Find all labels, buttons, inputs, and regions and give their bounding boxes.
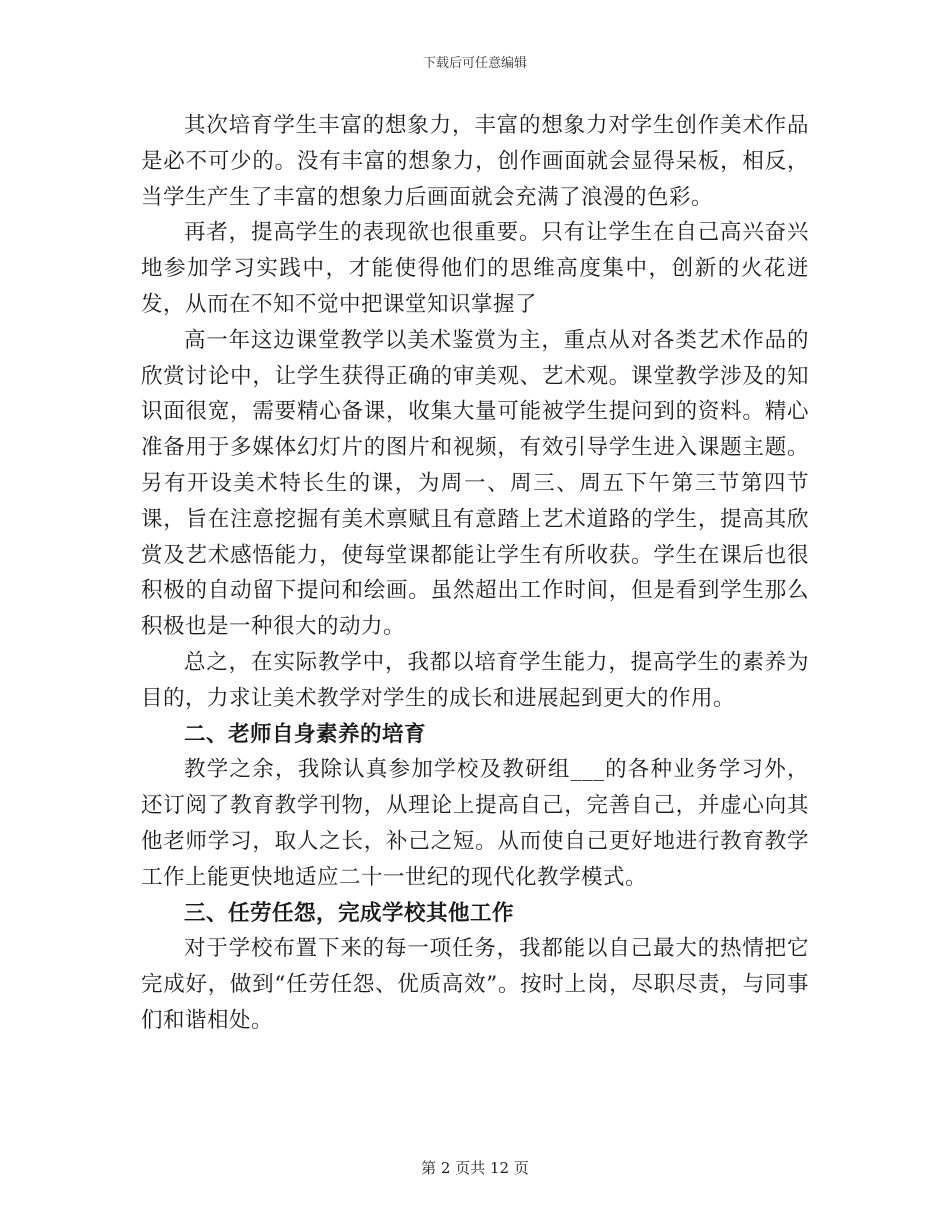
section-heading-teacher-quality: 二、老师自身素养的培育 [184,721,427,747]
paragraph-expression: 再者，提高学生的表现欲也很重要。只有让学生在自己高兴奋兴地参加学习实践中，才能使得他们的思维高度集中，创新的火花迸发，从而在不知不觉中把课堂知识掌握了 [141,220,809,317]
paragraph-self-study: 教学之余，我除认真参加学校及教研组___的各种业务学习外，还订阅了教育教学刊物，从理论上提高自己，完善自己，并虚心向其他老师学习，取人之长，补己之短。从而使自己更好地进行教育教学工作上能更快地适应二十一世纪的现代化教学模式。 [141,757,809,890]
paragraph-summary: 总之，在实际教学中，我都以培育学生能力，提高学生的素养为目的，力求让美术教学对学生的成长和进展起到更大的作用。 [141,649,809,711]
document-body [141,108,809,1039]
paragraph-tasks: 对于学校布置下来的每一项任务，我都能以自己最大的热情把它完成好，做到“任劳任怨、优质高效”。按时上岗，尽职尽责，与同事们和谐相处。 [141,936,809,1033]
page-footer: 第 2 页共 12 页 [421,1159,529,1177]
page-header: 下载后可任意编辑 [422,56,527,71]
section-heading-other-work: 三、任劳任怨，完成学校其他工作 [184,900,515,926]
paragraph-art-appreciation: 高一年这边课堂教学以美术鉴赏为主，重点从对各类艺术作品的欣赏讨论中，让学生获得正确的审美观、艺术观。课堂教学涉及的知识面很宽，需要精心备课，收集大量可能被学生提问到的资料。精心准备用于多媒体幻灯片的图片和视频，有效引导学生进入课题主题。另有开设美术特长生的课，为周一、周三、周五下午第三节第四节课，旨在注意挖掘有美术禀赋且有意踏上艺术道路的学生，提高其欣赏及艺术感悟能力，使每堂课都能让学生有所收获。学生在课后也很积极的自动留下提问和绘画。虽然超出工作时间，但是看到学生那么积极也是一种很大的动力。 [141,327,809,640]
paragraph-imagination: 其次培育学生丰富的想象力，丰富的想象力对学生创作美术作品是必不可少的。没有丰富的想象力，创作画面就会显得呆板，相反，当学生产生了丰富的想象力后画面就会充满了浪漫的色彩。 [141,113,809,210]
